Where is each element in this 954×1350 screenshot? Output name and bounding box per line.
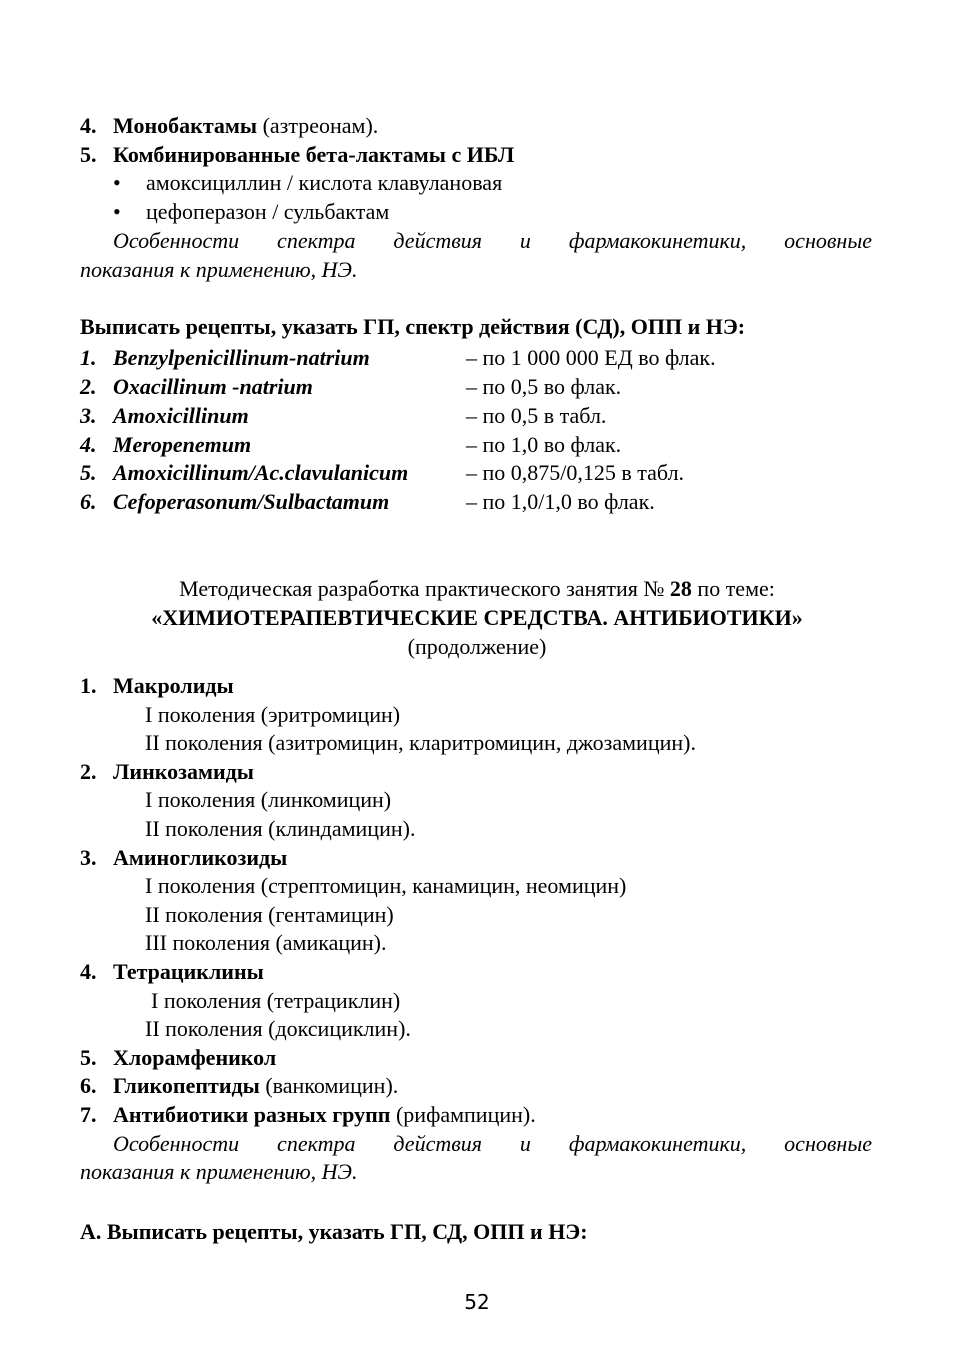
- generation-line: II поколения (гентамицин): [145, 902, 394, 927]
- prescription-drug: [80, 373, 313, 401]
- generation-line: II поколения (азитромицин, кларитромицин, джозамицин).: [145, 730, 696, 755]
- drug-name: Amoxicillinum/Ac.clavulanicum: [113, 460, 409, 485]
- note-text-continued: показания к применению, НЭ.: [80, 1159, 358, 1184]
- prescriptions-heading: Выписать рецепты, указать ГП, спектр действия (СД), ОПП и НЭ:: [80, 314, 746, 339]
- list-item-combined-beta-lactams: [80, 141, 514, 169]
- list-item-glycopeptides: [80, 1072, 398, 1100]
- item-number: 2.: [80, 759, 97, 784]
- item-title: Макролиды: [113, 673, 234, 698]
- item-title: Хлорамфеникол: [113, 1045, 277, 1070]
- bullet-item: [113, 198, 389, 226]
- generation-line: I поколения (линкомицин): [145, 787, 392, 812]
- lesson-title: «ХИМИОТЕРАПЕВТИЧЕСКИЕ СРЕДСТВА. АНТИБИОТИКИ»: [151, 605, 803, 630]
- item-title: Тетрациклины: [113, 959, 264, 984]
- prescription-number: 4.: [80, 432, 97, 457]
- item-number: 4.: [80, 113, 97, 138]
- prescription-number: 5.: [80, 460, 97, 485]
- item-number: 7.: [80, 1102, 97, 1127]
- prescription-drug: [80, 344, 370, 372]
- item-title: Гликопептиды: [113, 1073, 260, 1098]
- prescription-number: 3.: [80, 403, 97, 428]
- prescription-number: 6.: [80, 489, 97, 514]
- prescription-drug: [80, 488, 389, 516]
- generation-line: I поколения (эритромицин): [145, 702, 401, 727]
- item-number: 5.: [80, 142, 97, 167]
- generation-line: II поколения (клиндамицин).: [145, 816, 416, 841]
- lesson-intro-prefix: Методическая разработка практического занятия №: [179, 576, 670, 601]
- list-item-chloramphenicol: [80, 1044, 276, 1072]
- list-item-lincosamides: [80, 758, 254, 786]
- bullet-icon: •: [113, 170, 121, 195]
- lesson-intro-suffix: по теме:: [691, 576, 775, 601]
- item-title: Антибиотики разных групп: [113, 1102, 391, 1127]
- drug-name: Meropenemum: [113, 432, 252, 457]
- lesson-subtitle: (продолжение): [407, 634, 547, 659]
- task-a-heading: А. Выписать рецепты, указать ГП, СД, ОПП и НЭ:: [80, 1219, 588, 1244]
- prescription-dose: – по 1 000 000 ЕД во флак.: [466, 345, 716, 370]
- prescription-dose: – по 0,875/0,125 в табл.: [466, 460, 685, 485]
- item-title: Линкозамиды: [113, 759, 254, 784]
- prescription-dose: – по 0,5 во флак.: [466, 374, 622, 399]
- drug-name: Cefoperasonum/Sulbactamum: [113, 489, 390, 514]
- item-number: 4.: [80, 959, 97, 984]
- item-detail: (ванкомицин).: [259, 1073, 399, 1098]
- item-detail: (азтреонам).: [257, 113, 379, 138]
- list-item-tetracyclines: [80, 958, 264, 986]
- page-number: 52: [464, 1290, 490, 1314]
- item-title: Монобактамы: [113, 113, 258, 138]
- item-title: Аминогликозиды: [113, 845, 288, 870]
- list-item-other-antibiotics: [80, 1101, 536, 1129]
- item-number: 1.: [80, 673, 97, 698]
- prescription-drug: [80, 431, 251, 459]
- bullet-text: цефоперазон / сульбактам: [146, 199, 390, 224]
- drug-name: Benzylpenicillinum-natrium: [113, 345, 370, 370]
- list-item-macrolides: [80, 672, 234, 700]
- prescription-number: 1.: [80, 345, 97, 370]
- prescription-number: 2.: [80, 374, 97, 399]
- bullet-item: [113, 169, 502, 197]
- note-text: Особенности спектра действия и фармакокинетики, основные: [113, 1131, 872, 1156]
- item-number: 6.: [80, 1073, 97, 1098]
- list-item-monobactams: [80, 112, 378, 140]
- generation-line: III поколения (амикацин).: [145, 930, 387, 955]
- lesson-number: 28: [669, 576, 692, 601]
- item-number: 5.: [80, 1045, 97, 1070]
- generation-line: II поколения (доксициклин).: [145, 1016, 411, 1041]
- lesson-intro: [0, 575, 954, 603]
- item-number: 3.: [80, 845, 97, 870]
- bullet-text: амоксициллин / кислота клавулановая: [146, 170, 503, 195]
- item-title: Комбинированные бета-лактамы с ИБЛ: [113, 142, 515, 167]
- prescription-drug: [80, 402, 249, 430]
- generation-line: I поколения (тетрациклин): [151, 988, 401, 1013]
- note-text: Особенности спектра действия и фармакокинетики, основные: [113, 228, 872, 253]
- prescription-dose: – по 1,0/1,0 во флак.: [466, 489, 655, 514]
- prescription-dose: – по 1,0 во флак.: [466, 432, 622, 457]
- drug-name: Amoxicillinum: [113, 403, 249, 428]
- note-text-continued: показания к применению, НЭ.: [80, 257, 358, 282]
- item-detail: (рифампицин).: [390, 1102, 536, 1127]
- drug-name: Oxacillinum -natrium: [113, 374, 313, 399]
- prescription-dose: – по 0,5 в табл.: [466, 403, 607, 428]
- prescription-drug: [80, 459, 408, 487]
- list-item-aminoglycosides: [80, 844, 287, 872]
- bullet-icon: •: [113, 199, 121, 224]
- generation-line: I поколения (стрептомицин, канамицин, неомицин): [145, 873, 627, 898]
